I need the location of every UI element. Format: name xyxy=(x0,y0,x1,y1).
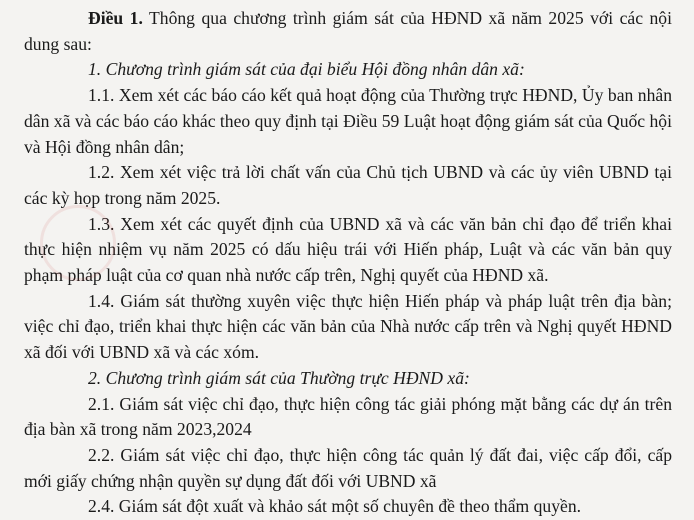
item-1-2: 1.2. Xem xét việc trả lời chất vấn của Chủ tịch UBND và các ủy viên UBND tại các kỳ họp trong năm 2025. xyxy=(24,162,672,208)
faint-seal-watermark xyxy=(40,205,116,281)
article-label: Điều 1. xyxy=(88,8,143,28)
article-text: Thông qua chương trình giám sát của HĐND xã năm 2025 với các nội dung sau: xyxy=(24,8,672,54)
article-1-paragraph xyxy=(24,6,672,57)
item-1-1: 1.1. Xem xét các báo cáo kết quả hoạt động của Thường trực HĐND, Ủy ban nhân dân xã và các báo cáo khác theo quy định tại Điều 59 Luật hoạt động giám sát của Quốc hội và Hội đồng nhân dân; xyxy=(24,85,672,157)
section-2-heading: 2. Chương trình giám sát của Thường trực HĐND xã: xyxy=(88,367,470,388)
item-2-1: 2.1. Giám sát việc chỉ đạo, thực hiện công tác giải phóng mặt bằng các dự án trên địa bàn xã trong năm 2023,2024 xyxy=(24,393,672,440)
item-2-4: 2.4. Giám sát đột xuất và khảo sát một số chuyên đề theo thẩm quyền. xyxy=(88,496,582,517)
section-1-heading: 1. Chương trình giám sát của đại biểu Hội đồng nhân dân xã: xyxy=(88,59,525,80)
item-2-2: 2.2. Giám sát việc chỉ đạo, thực hiện công tác quản lý đất đai, việc cấp đổi, cấp mới giấy chứng nhận quyền sự dụng đất đối với UBND xã xyxy=(24,444,672,491)
item-1-4: 1.4. Giám sát thường xuyên việc thực hiện Hiến pháp và pháp luật trên địa bàn; việc chỉ đạo, triển khai thực hiện các văn bản của Nhà nước cấp trên và Nghị quyết HĐND xã đối với UBND xã và các xóm. xyxy=(24,290,672,363)
item-1-3: 1.3. Xem xét các quyết định của UBND xã và các văn bản chỉ đạo để triển khai thực hiện nhiệm vụ năm 2025 có dấu hiệu trái với Hiến pháp, Luật và các văn bản quy phạm pháp luật của cơ quan nhà nước cấp trên, Nghị quyết của HĐND xã. xyxy=(24,213,672,286)
